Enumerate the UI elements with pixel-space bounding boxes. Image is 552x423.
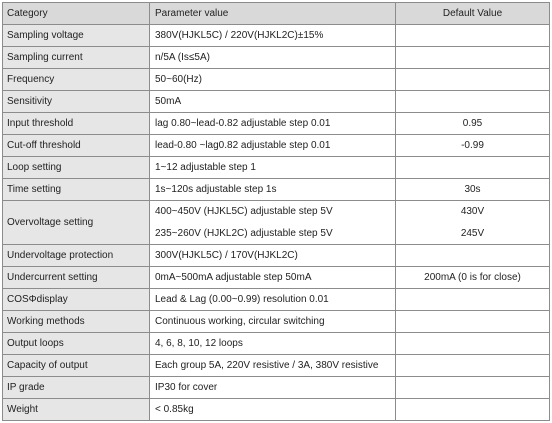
row-category: Undercurrent setting bbox=[3, 267, 150, 289]
header-default: Default Value bbox=[396, 3, 550, 25]
row-default bbox=[396, 25, 550, 47]
row-default bbox=[396, 69, 550, 91]
row-value: lead-0.80 ~lag0.82 adjustable step 0.01 bbox=[150, 135, 396, 157]
row-default bbox=[396, 91, 550, 113]
row-value: 1s~120s adjustable step 1s bbox=[150, 179, 396, 201]
row-default bbox=[396, 355, 550, 377]
header-parameter: Parameter value bbox=[150, 3, 396, 25]
row-category: Capacity of output bbox=[3, 355, 150, 377]
row-value: 0mA~500mA adjustable step 50mA bbox=[150, 267, 396, 289]
row-value: < 0.85kg bbox=[150, 399, 396, 421]
spec-table bbox=[2, 2, 550, 421]
row-category: Undervoltage protection bbox=[3, 245, 150, 267]
row-default: 245V bbox=[460, 227, 485, 239]
row-default bbox=[396, 47, 550, 69]
row-category: Sampling voltage bbox=[3, 25, 150, 47]
row-default: 0.95 bbox=[396, 113, 550, 135]
row-category: Cut-off threshold bbox=[3, 135, 150, 157]
row-value: 235~260V (HJKL2C) adjustable step 5V bbox=[155, 227, 333, 239]
row-value-stack bbox=[150, 201, 396, 245]
row-default: 200mA (0 is for close) bbox=[396, 267, 550, 289]
row-default: 30s bbox=[396, 179, 550, 201]
row-value: n/5A (Is≤5A) bbox=[150, 47, 396, 69]
row-category: Sensitivity bbox=[3, 91, 150, 113]
row-category: Working methods bbox=[3, 311, 150, 333]
row-category: COSΦdisplay bbox=[3, 289, 150, 311]
row-default: 430V bbox=[460, 206, 485, 218]
row-value: Continuous working, circular switching bbox=[150, 311, 396, 333]
row-default bbox=[396, 157, 550, 179]
row-category: Output loops bbox=[3, 333, 150, 355]
row-value: 380V(HJKL5C) / 220V(HJKL2C)±15% bbox=[150, 25, 396, 47]
row-default bbox=[396, 289, 550, 311]
row-category: Overvoltage setting bbox=[3, 201, 150, 245]
row-default bbox=[396, 311, 550, 333]
row-value: lag 0.80~lead-0.82 adjustable step 0.01 bbox=[150, 113, 396, 135]
row-category: Loop setting bbox=[3, 157, 150, 179]
row-value: 50~60(Hz) bbox=[150, 69, 396, 91]
row-default bbox=[396, 333, 550, 355]
row-default bbox=[396, 399, 550, 421]
row-default-stack bbox=[396, 201, 550, 245]
row-category: Sampling current bbox=[3, 47, 150, 69]
row-category: Weight bbox=[3, 399, 150, 421]
row-value: 1~12 adjustable step 1 bbox=[150, 157, 396, 179]
row-value: 4, 6, 8, 10, 12 loops bbox=[150, 333, 396, 355]
row-category: Time setting bbox=[3, 179, 150, 201]
header-category: Category bbox=[3, 3, 150, 25]
row-value: 50mA bbox=[150, 91, 396, 113]
row-value: 400~450V (HJKL5C) adjustable step 5V bbox=[155, 206, 333, 218]
row-value: Lead & Lag (0.00~0.99) resolution 0.01 bbox=[150, 289, 396, 311]
row-category: IP grade bbox=[3, 377, 150, 399]
row-category: Frequency bbox=[3, 69, 150, 91]
row-value: 300V(HJKL5C) / 170V(HJKL2C) bbox=[150, 245, 396, 267]
row-default: -0.99 bbox=[396, 135, 550, 157]
row-value: Each group 5A, 220V resistive / 3A, 380V resistive bbox=[150, 355, 396, 377]
row-category: Input threshold bbox=[3, 113, 150, 135]
row-default bbox=[396, 377, 550, 399]
row-value: IP30 for cover bbox=[150, 377, 396, 399]
row-default bbox=[396, 245, 550, 267]
